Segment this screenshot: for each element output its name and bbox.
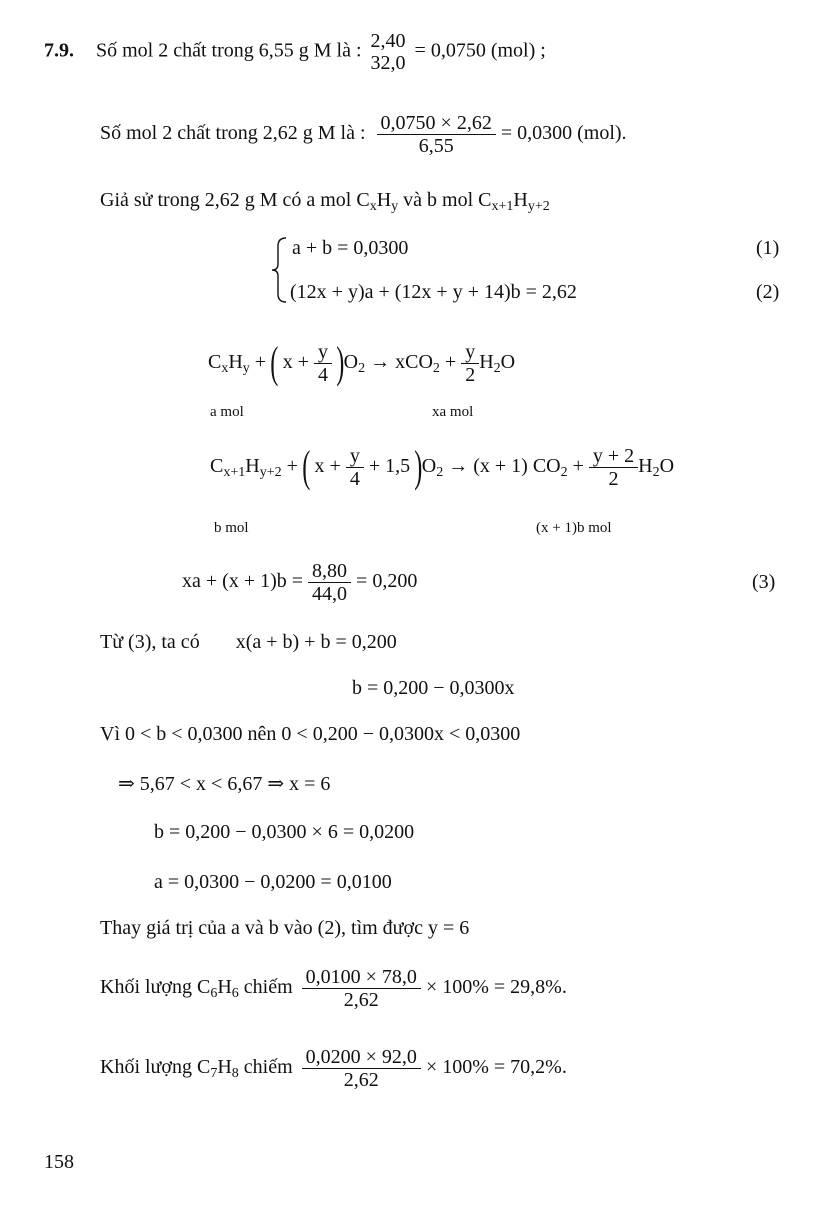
equation-1-number: (1) xyxy=(756,237,780,259)
equation-3-number: (3) xyxy=(752,571,776,593)
reaction-2: $C_{x+1}H_{y+2}$ + ( x + $\frac{y}{4}$ + 1,5 )$O_2 \to (x + 1)$ $CO_2$ + $\frac{y + 2}{2}$ $H_2O$ xyxy=(210,442,675,492)
brace-icon xyxy=(268,236,288,304)
line-1-text: Số mol 2 chất trong 6,55 g M là : xyxy=(96,39,362,62)
fraction-1: 2,40 32,0 xyxy=(370,30,406,74)
reaction-1-mol-left: a mol xyxy=(210,404,244,420)
system-brace xyxy=(268,236,288,304)
equation-1: a + b = 0,0300 xyxy=(292,237,409,259)
equation-2-number: (2) xyxy=(756,281,780,303)
line-6: b = 0,200 − 0,0300x xyxy=(352,677,515,699)
line-5: Từ (3), ta có x(a + b) + b = 0,200 xyxy=(100,631,397,653)
fraction-12: $\frac{0,0100 \times 78,0}{2,62}$ xyxy=(302,966,421,1011)
equation-2: (12x + y)a + (12x + y + 14)b = 2,62 xyxy=(290,281,577,303)
line-11: Thay giá trị của a và b vào (2), tìm được y = 6 xyxy=(100,917,470,939)
line-2: Số mol 2 chất trong 2,62 g M là : $\frac{0,0750 \times 2,62}{6,55}$ = 0,0300 (mol). xyxy=(100,112,627,157)
line-8: ⇒ 5,67 < x < 6,67 ⇒ x = 6 xyxy=(118,773,331,795)
page-number: 158 xyxy=(44,1151,74,1173)
problem-number: 7.9. xyxy=(44,39,74,62)
line-13: Khối lượng $C_7H_8$ chiếm $\frac{0,0200 \times 92,0}{2,62}$ × 100% = 70,2%. xyxy=(100,1046,567,1091)
line-9: b = 0,200 − 0,0300 × 6 = 0,0200 xyxy=(154,821,415,843)
line-1: 7.9. Số mol 2 chất trong 6,55 g M là : 2,40 32,0 = 0,0750 (mol) ; xyxy=(44,30,546,74)
fraction-13: $\frac{0,0200 \times 92,0}{2,62}$ xyxy=(302,1046,421,1091)
reaction-2-mol-right: (x + 1)b mol xyxy=(536,520,612,536)
line-7: Vì 0 < b < 0,0300 nên 0 < 0,200 − 0,0300x < 0,0300 xyxy=(100,723,521,745)
fraction-2: $\frac{0,0750 \times 2,62}{6,55}$ xyxy=(377,112,496,157)
reaction-1-mol-right: xa mol xyxy=(432,404,474,420)
fraction-4: $\frac{8,80}{44,0}$ xyxy=(308,560,351,605)
line-3: Giả sử trong 2,62 g M có a mol $C_xH_y$ và b mol $C_{x+1}H_{y+2}$ xyxy=(100,189,550,214)
reaction-2-mol-left: b mol xyxy=(214,520,249,536)
line-10: a = 0,0300 − 0,0200 = 0,0100 xyxy=(154,871,392,893)
line-4: xa + (x + 1)b = $\frac{8,80}{44,0}$ = 0,200 xyxy=(182,560,418,605)
line-12: Khối lượng $C_6H_6$ chiếm $\frac{0,0100 \times 78,0}{2,62}$ × 100% = 29,8%. xyxy=(100,966,567,1011)
reaction-1: $C_xH_y$ + ( x + $\frac{y}{4}$ )$O_2 \to xCO_2$ + $\frac{y}{2}$ $H_2O$ xyxy=(208,338,516,388)
